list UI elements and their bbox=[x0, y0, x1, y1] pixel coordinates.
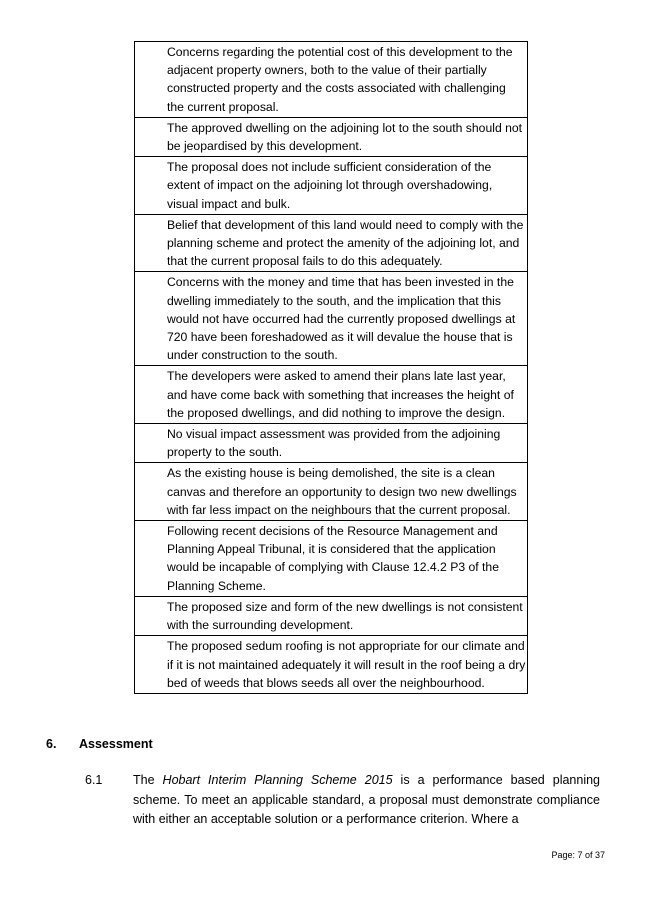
concern-cell: As the existing house is being demolished, the site is a clean canvas and therefore an opportunity to design two new dwellings with far less impact on the neighbours that the current proposal. bbox=[135, 463, 528, 521]
paragraph-text bbox=[133, 771, 600, 830]
table-row bbox=[135, 521, 528, 597]
paragraph-text-start: The bbox=[133, 773, 163, 787]
table-row bbox=[135, 463, 528, 521]
scheme-name: Hobart Interim Planning Scheme 2015 bbox=[162, 773, 393, 787]
concern-cell: Following recent decisions of the Resource Management and Planning Appeal Tribunal, it is considered that the application would be incapable of complying with Clause 12.4.2 P3 of the Planning Scheme. bbox=[135, 521, 528, 597]
page-number: Page: 7 of 37 bbox=[551, 850, 605, 860]
paragraph-text-rest: is a performance based planning scheme. To meet an applicable standard, a proposal must demonstrate compliance with either an acceptable solution or a performance criterion. Where a bbox=[133, 773, 601, 826]
table-row bbox=[135, 42, 528, 118]
concern-cell: Belief that development of this land would need to comply with the planning scheme and protect the amenity of the adjoining lot, and that the current proposal fails to do this adequately. bbox=[135, 214, 528, 272]
table-row bbox=[135, 157, 528, 215]
concern-cell: The proposed sedum roofing is not appropriate for our climate and if it is not maintained adequately it will result in the roof being a dry bed of weeds that blows seeds all over the neighbourhood. bbox=[135, 636, 528, 694]
section-number: 6. bbox=[46, 737, 57, 751]
table-row bbox=[135, 214, 528, 272]
section-title: Assessment bbox=[79, 737, 153, 751]
table-row bbox=[135, 366, 528, 424]
table-row bbox=[135, 272, 528, 366]
section-heading bbox=[46, 735, 153, 753]
concern-cell: The developers were asked to amend their plans late last year, and have come back with something that increases the height of the proposed dwellings, and did nothing to improve the design. bbox=[135, 366, 528, 424]
table-row bbox=[135, 117, 528, 156]
concern-cell: Concerns regarding the potential cost of this development to the adjacent property owners, both to the value of their partially constructed property and the costs associated with challenging the current proposal. bbox=[135, 42, 528, 118]
table-row bbox=[135, 636, 528, 694]
concern-cell: Concerns with the money and time that has been invested in the dwelling immediately to the south, and the implication that this would not have occurred had the currently proposed dwellings at 720 have been foreshadowed as it will devalue the house that is under construction to the south. bbox=[135, 272, 528, 366]
concerns-table bbox=[134, 41, 528, 694]
concern-cell: No visual impact assessment was provided from the adjoining property to the south. bbox=[135, 424, 528, 463]
table-row bbox=[135, 596, 528, 635]
table-row bbox=[135, 424, 528, 463]
paragraph-number: 6.1 bbox=[85, 773, 103, 787]
concern-cell: The proposal does not include sufficient consideration of the extent of impact on the adjoining lot through overshadowing, visual impact and bulk. bbox=[135, 157, 528, 215]
concern-cell: The approved dwelling on the adjoining lot to the south should not be jeopardised by this development. bbox=[135, 117, 528, 156]
concern-cell: The proposed size and form of the new dwellings is not consistent with the surrounding development. bbox=[135, 596, 528, 635]
